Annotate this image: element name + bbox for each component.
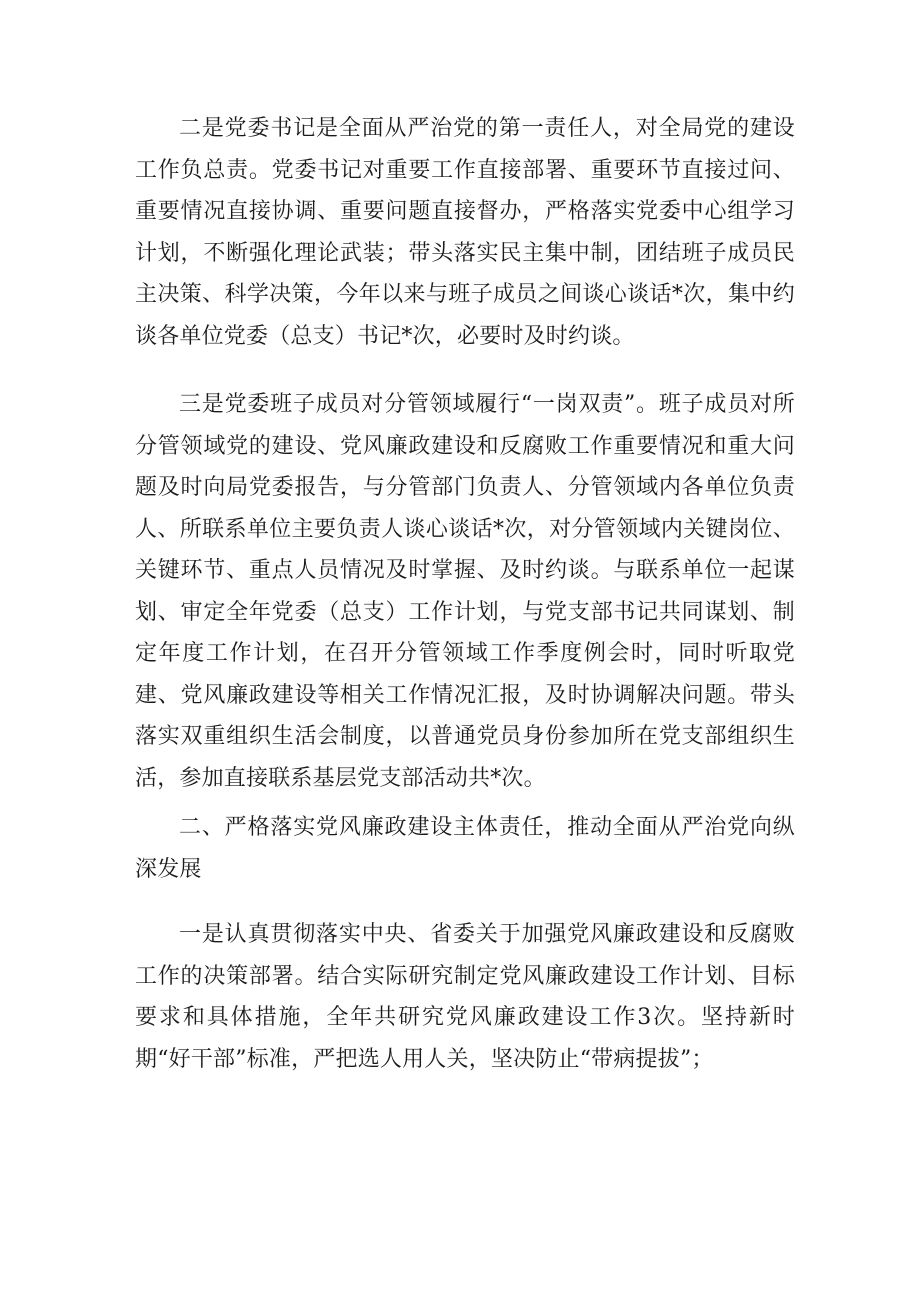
section-heading-integrity-responsibility: 二、严格落实党风廉政建设主体责任，推动全面从严治党向纵深发展 <box>135 815 795 882</box>
paragraph-party-secretary-responsibility: 二是党委书记是全面从严治党的第一责任人，对全局党的建设工作负总责。党委书记对重要工作直接部署、重要环节直接过问、重要情况直接协调、重要问题直接督办，严格落实党委中心组学习计划，不断强化理论武装；带头落实民主集中制，团结班子成员民主决策、科学决策，今年以来与班子成员之间谈心谈话*次，集中约谈各单位党委（总支）书记*次，必要时及时约谈。 <box>135 116 795 349</box>
paragraph-committee-members-dual-duty: 三是党委班子成员对分管领域履行“一岗双责”。班子成员对所分管领域党的建设、党风廉政建设和反腐败工作重要情况和重大问题及时向局党委报告，与分管部门负责人、分管领域内各单位负责人、所联系单位主要负责人谈心谈话*次，对分管领域内关键岗位、关键环节、重点人员情况及时掌握、及时约谈。与联系单位一起谋划、审定全年党委（总支）工作计划，与党支部书记共同谋划、制定年度工作计划，在召开分管领域工作季度例会时，同时听取党建、党风廉政建设等相关工作情况汇报，及时协调解决问题。带头落实双重组织生活会制度，以普通党员身份参加所在党支部组织生活，参加直接联系基层党支部活动共*次。 <box>135 392 795 791</box>
document-body <box>135 108 795 1080</box>
paragraph-implement-central-decisions: 一是认真贯彻落实中央、省委关于加强党风廉政建设和反腐败工作的决策部署。结合实际研究制定党风廉政建设工作计划、目标要求和具体措施，全年共研究党风廉政建设工作3次。坚持新时期“好干部”标准，严把选人用人关，坚决防止“带病提拔”； <box>135 922 795 1072</box>
